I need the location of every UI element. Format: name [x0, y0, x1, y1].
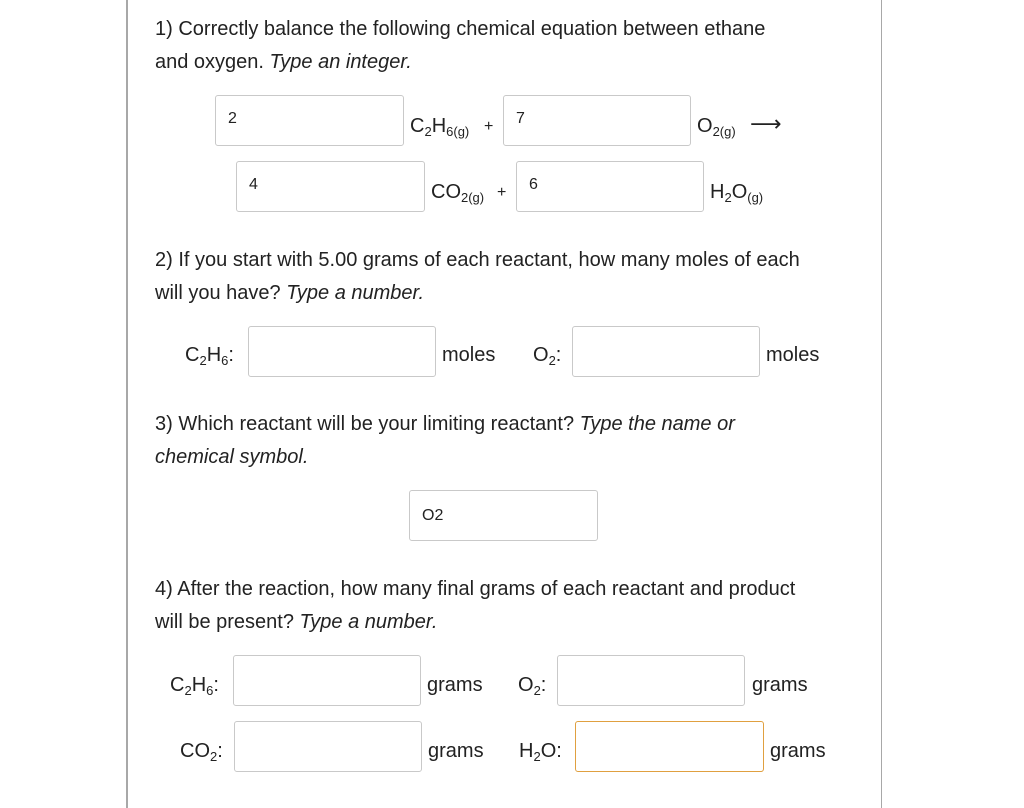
question-4-text-cont: will be present?: [155, 611, 300, 633]
question-3-hint-cont: chemical symbol.: [155, 446, 309, 468]
grams-unit-label: grams: [428, 740, 484, 762]
coef-c2h6-input[interactable]: 2: [215, 95, 404, 146]
question-1-text: 1) Correctly balance the following chemical equation between ethane: [155, 18, 766, 40]
question-1-hint: Type an integer.: [269, 51, 412, 73]
moles-unit-label: moles: [766, 344, 820, 366]
coef-o2-input[interactable]: 7: [503, 95, 691, 146]
c2h6-moles-input[interactable]: [248, 326, 436, 377]
coef-h2o-input[interactable]: 6: [516, 161, 704, 212]
question-3-prompt: [155, 408, 855, 474]
o2-grams-label: $O_2$:: [518, 674, 547, 698]
o2-moles-label: $O_2$:: [533, 344, 562, 368]
question-2-text-cont: will you have?: [155, 282, 287, 304]
c2h6-grams-input[interactable]: [233, 655, 421, 706]
question-2-hint: Type a number.: [286, 282, 425, 304]
question-2-prompt: [155, 244, 855, 310]
grams-unit-label: grams: [752, 674, 808, 696]
question-4-text: 4) After the reaction, how many final grams of each reactant and product: [155, 578, 796, 600]
o2-moles-input[interactable]: [572, 326, 760, 377]
question-3-text: 3) Which reactant will be your limiting reactant?: [155, 413, 580, 435]
question-4-prompt: [155, 573, 855, 639]
question-1-text-cont: and oxygen.: [155, 51, 270, 73]
species-h2o-label: $H_2O_{(g)}$: [710, 181, 764, 205]
limiting-reactant-input[interactable]: O2: [409, 490, 598, 541]
grams-unit-label: grams: [770, 740, 826, 762]
question-4-hint: Type a number.: [299, 611, 438, 633]
moles-unit-label: moles: [442, 344, 496, 366]
h2o-grams-label: $H_2O$:: [519, 740, 562, 764]
co2-grams-label: $CO_2$:: [180, 740, 223, 764]
species-co2-label: $CO_{2(g)}$: [431, 181, 485, 205]
o2-grams-input[interactable]: [557, 655, 745, 706]
species-o2-label: $O_{2(g)}$: [697, 115, 736, 139]
grams-unit-label: grams: [427, 674, 483, 696]
co2-grams-input[interactable]: [234, 721, 422, 772]
question-2-text: 2) If you start with 5.00 grams of each reactant, how many moles of each: [155, 249, 800, 271]
reaction-arrow-icon: ⟶: [750, 111, 782, 136]
coef-co2-input[interactable]: 4: [236, 161, 425, 212]
species-c2h6-label: $C_2H_{6(g)}$: [410, 115, 470, 139]
h2o-grams-input[interactable]: [575, 721, 764, 772]
question-1-prompt: [155, 13, 855, 79]
c2h6-grams-label: $C_2H_6$:: [170, 674, 219, 698]
plus-sign: +: [497, 184, 507, 201]
c2h6-moles-label: $C_2H_6$:: [185, 344, 234, 368]
plus-sign: +: [484, 118, 494, 135]
question-3-hint: Type the name or: [579, 413, 735, 435]
